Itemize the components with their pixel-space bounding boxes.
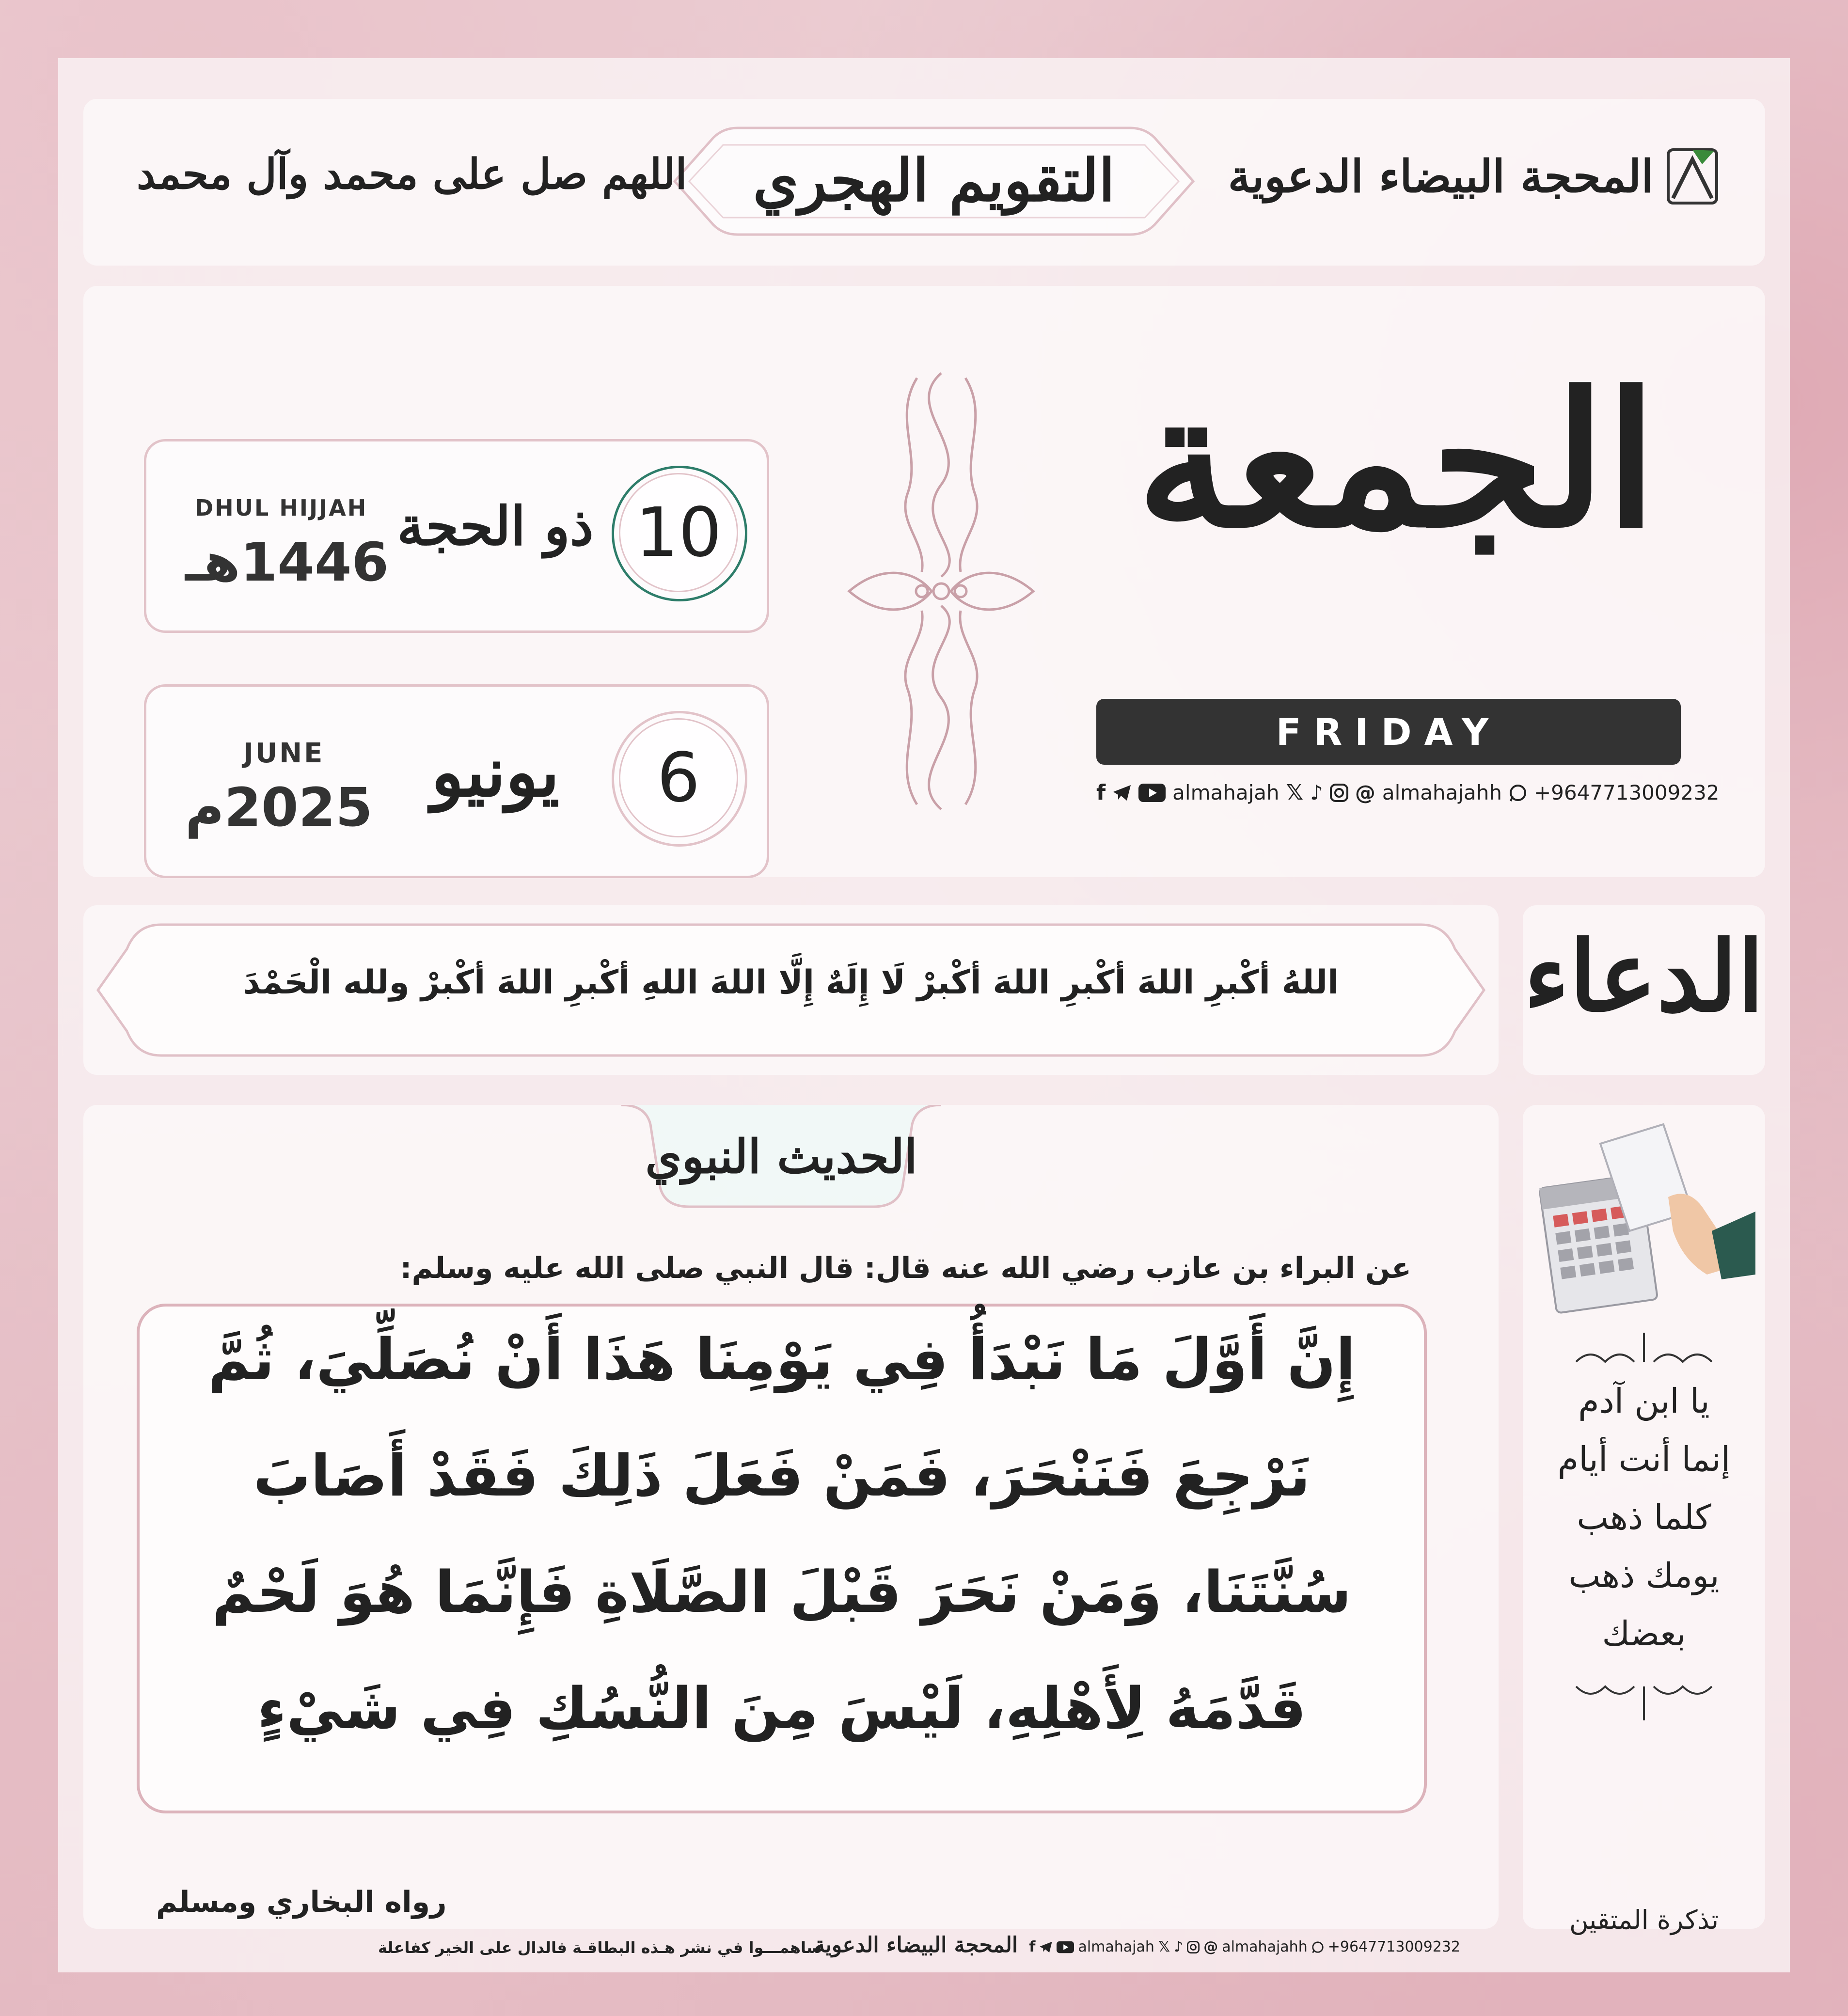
hadith-text-box xyxy=(137,1304,1427,1813)
footer-social-row xyxy=(1029,1938,1460,1955)
social-handle-1[interactable]: almahajah xyxy=(1172,781,1279,804)
side-line-5: بعضك xyxy=(1602,1614,1686,1654)
header-panel xyxy=(83,99,1765,266)
hijri-day-circle xyxy=(612,466,747,601)
hadith-intro: عن البراء بن عازب رضي الله عنه قال: قال النبي صلى الله عليه وسلم: xyxy=(400,1251,1411,1285)
side-line-3: كلما ذهب xyxy=(1577,1497,1711,1537)
logo-icon xyxy=(1663,145,1722,208)
telegram-icon[interactable] xyxy=(1112,784,1132,802)
hijri-month-arabic: ذو الحجة xyxy=(397,495,594,557)
greg-year: 2025م xyxy=(185,776,373,838)
instagram-icon[interactable] xyxy=(1330,784,1348,802)
threads-icon[interactable]: @ xyxy=(1355,781,1375,804)
gregorian-plaque xyxy=(144,684,769,878)
tiktok-icon[interactable]: ♪ xyxy=(1310,781,1323,804)
dua-panel xyxy=(83,905,1499,1075)
ornament-divider xyxy=(844,368,1038,814)
side-ornament-bottom xyxy=(1571,1677,1717,1720)
logo-text: المحجة البيضاء الدعوية xyxy=(1228,150,1654,203)
greg-month-english: JUNE xyxy=(243,738,325,769)
hadith-line-2: نَرْجِعَ فَنَنْحَرَ، فَمَنْ فَعَلَ ذَلِكَ فَقَدْ أَصَابَ xyxy=(253,1442,1311,1509)
youtube-icon[interactable] xyxy=(1138,784,1166,802)
dua-label-panel xyxy=(1523,905,1765,1075)
footer-tiktok-icon[interactable]: ♪ xyxy=(1174,1938,1184,1955)
hadith-source: رواه البخاري ومسلم xyxy=(156,1885,447,1919)
greg-month-arabic: يونيو xyxy=(431,733,560,812)
hadith-line-1: إِنَّ أَوَّلَ مَا نَبْدَأُ فِي يَوْمِنَا هَذَا أَنْ نُصَلِّيَ، ثُمَّ xyxy=(208,1326,1356,1393)
hadith-section-title: الحديث النبوي xyxy=(645,1129,917,1184)
side-line-4: يومك ذهب xyxy=(1568,1556,1720,1595)
hadith-line-4: قَدَّمَهُ لِأَهْلِهِ، لَيْسَ مِنَ النُّسُكِ فِي شَيْءٍ xyxy=(257,1675,1307,1742)
footer-phone[interactable]: +9647713009232 xyxy=(1327,1938,1460,1955)
facebook-icon[interactable]: f xyxy=(1096,780,1106,805)
social-phone[interactable]: +9647713009232 xyxy=(1533,781,1720,804)
social-row xyxy=(1096,780,1720,805)
side-footer: تذكرة المتقين xyxy=(1569,1905,1719,1935)
footer-whatsapp-icon[interactable] xyxy=(1311,1941,1324,1953)
dua-label: الدعاء xyxy=(1524,920,1764,1034)
whatsapp-icon[interactable] xyxy=(1509,784,1527,802)
side-line-1: يا ابن آدم xyxy=(1578,1381,1710,1421)
hijri-day-number: 10 xyxy=(619,473,738,592)
day-english-bar xyxy=(1096,699,1681,765)
hadith-panel xyxy=(83,1105,1499,1929)
side-panel xyxy=(1523,1105,1765,1935)
footer-facebook-icon[interactable]: f xyxy=(1029,1938,1036,1955)
footer-threads-icon[interactable]: @ xyxy=(1203,1938,1218,1955)
footer-handle-2[interactable]: almahajahh xyxy=(1222,1938,1308,1955)
hadith-title-tab xyxy=(616,1105,946,1212)
hijri-month-english: DHUL HIJJAH xyxy=(195,495,368,521)
side-line-2: إنما أنت أيام xyxy=(1557,1439,1731,1479)
footer-youtube-icon[interactable] xyxy=(1057,1941,1074,1953)
greg-day-number: 6 xyxy=(619,718,738,837)
calendar-title: التقويم الهجري xyxy=(753,146,1115,215)
footer-handle-1[interactable]: almahajah xyxy=(1078,1938,1154,1955)
social-handle-2[interactable]: almahajahh xyxy=(1382,781,1502,804)
footer-logo-text: المحجة البيضاء الدعوية xyxy=(814,1933,1018,1957)
day-english: FRIDAY xyxy=(1276,710,1501,754)
calendar-hand-icon xyxy=(1528,1115,1760,1328)
x-icon[interactable]: 𝕏 xyxy=(1286,780,1304,805)
hijri-plaque xyxy=(144,439,769,633)
calendar-card xyxy=(58,58,1790,1972)
logo xyxy=(1228,145,1722,208)
footer-x-icon[interactable]: 𝕏 xyxy=(1158,1938,1170,1955)
footer xyxy=(58,1930,1790,1964)
footer-telegram-icon[interactable] xyxy=(1039,1941,1053,1953)
title-plaque xyxy=(655,118,1213,244)
footer-share-text: ساهمـــوا في نشر هـذه البطاقـة فالدال على الخير كفاعلة xyxy=(378,1938,822,1957)
footer-instagram-icon[interactable] xyxy=(1187,1941,1200,1953)
day-arabic: الجمعة xyxy=(1137,352,1657,568)
dua-text: اللهُ أكْبرِ اللهَ أكْبرِ اللهَ أكْبرْ لَا إِلَهٌ إِلَّا اللهَ اللهِ أكْبرِ اللهَ أكْبرْ ولله الْحَمْدَ xyxy=(243,963,1339,1002)
greg-day-circle xyxy=(612,711,747,847)
side-ornament-top xyxy=(1571,1333,1717,1371)
hadith-line-3: سُنَّتَنَا، وَمَنْ نَحَرَ قَبْلَ الصَّلَاةِ فَإِنَّمَا هُوَ لَحْمٌ xyxy=(212,1559,1352,1625)
salawat-text: اللهم صل على محمد وآل محمد xyxy=(137,150,687,199)
hijri-year: 1446هـ xyxy=(185,531,389,593)
day-panel xyxy=(83,286,1765,877)
